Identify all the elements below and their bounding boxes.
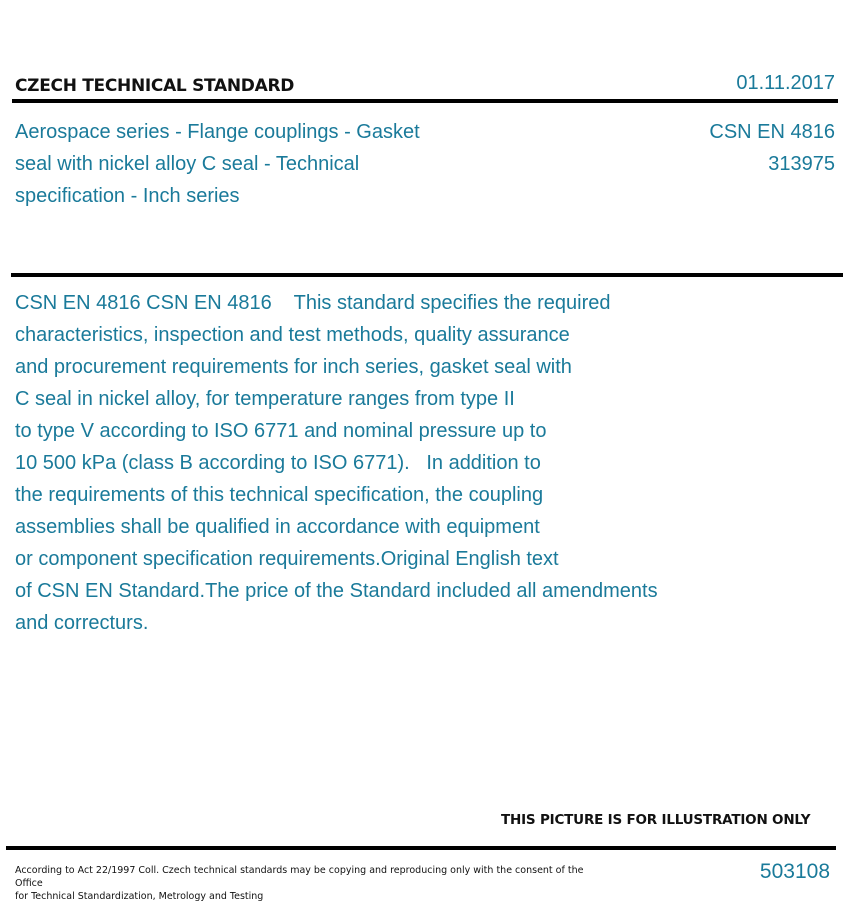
description-line: the requirements of this technical specification, the coupling	[15, 484, 544, 506]
catalog-id: 503108	[759, 860, 830, 883]
title-divider	[11, 273, 843, 277]
legal-note	[15, 864, 595, 903]
standard-code-block	[709, 116, 835, 180]
description-line: 10 500 kPa (class B according to ISO 6771). In addition to	[15, 452, 541, 474]
description-line: of CSN EN Standard.The price of the Standard included all amendments	[15, 580, 658, 602]
standard-title-line: specification - Inch series	[15, 185, 240, 207]
footer-divider	[6, 846, 836, 850]
description-line: or component specification requirements.Original English text	[15, 548, 559, 570]
header-divider	[12, 99, 838, 103]
legal-note-line: for Technical Standardization, Metrology and Testing	[15, 891, 264, 902]
header-title: CZECH TECHNICAL STANDARD	[15, 76, 295, 96]
standard-title-line: seal with nickel alloy C seal - Technical	[15, 153, 360, 175]
standard-title	[15, 116, 495, 212]
description-line: and correcturs.	[15, 612, 149, 634]
description-line: assemblies shall be qualified in accordance with equipment	[15, 516, 540, 538]
description-line: and procurement requirements for inch series, gasket seal with	[15, 356, 572, 378]
description-line: characteristics, inspection and test methods, quality assurance	[15, 324, 570, 346]
publication-date: 01.11.2017	[736, 72, 835, 94]
description-line: C seal in nickel alloy, for temperature ranges from type II	[15, 388, 515, 410]
description-line: to type V according to ISO 6771 and nominal pressure up to	[15, 420, 547, 442]
illustration-notice: THIS PICTURE IS FOR ILLUSTRATION ONLY	[501, 812, 811, 828]
standard-code: CSN EN 4816	[709, 121, 835, 143]
standard-number: 313975	[768, 153, 835, 175]
standard-title-line: Aerospace series - Flange couplings - Gasket	[15, 121, 420, 143]
description-line: CSN EN 4816 CSN EN 4816 This standard specifies the required	[15, 292, 611, 314]
standard-description	[15, 287, 735, 639]
legal-note-line: According to Act 22/1997 Coll. Czech technical standards may be copying and reproducing only with the consent of the Office	[15, 865, 584, 889]
